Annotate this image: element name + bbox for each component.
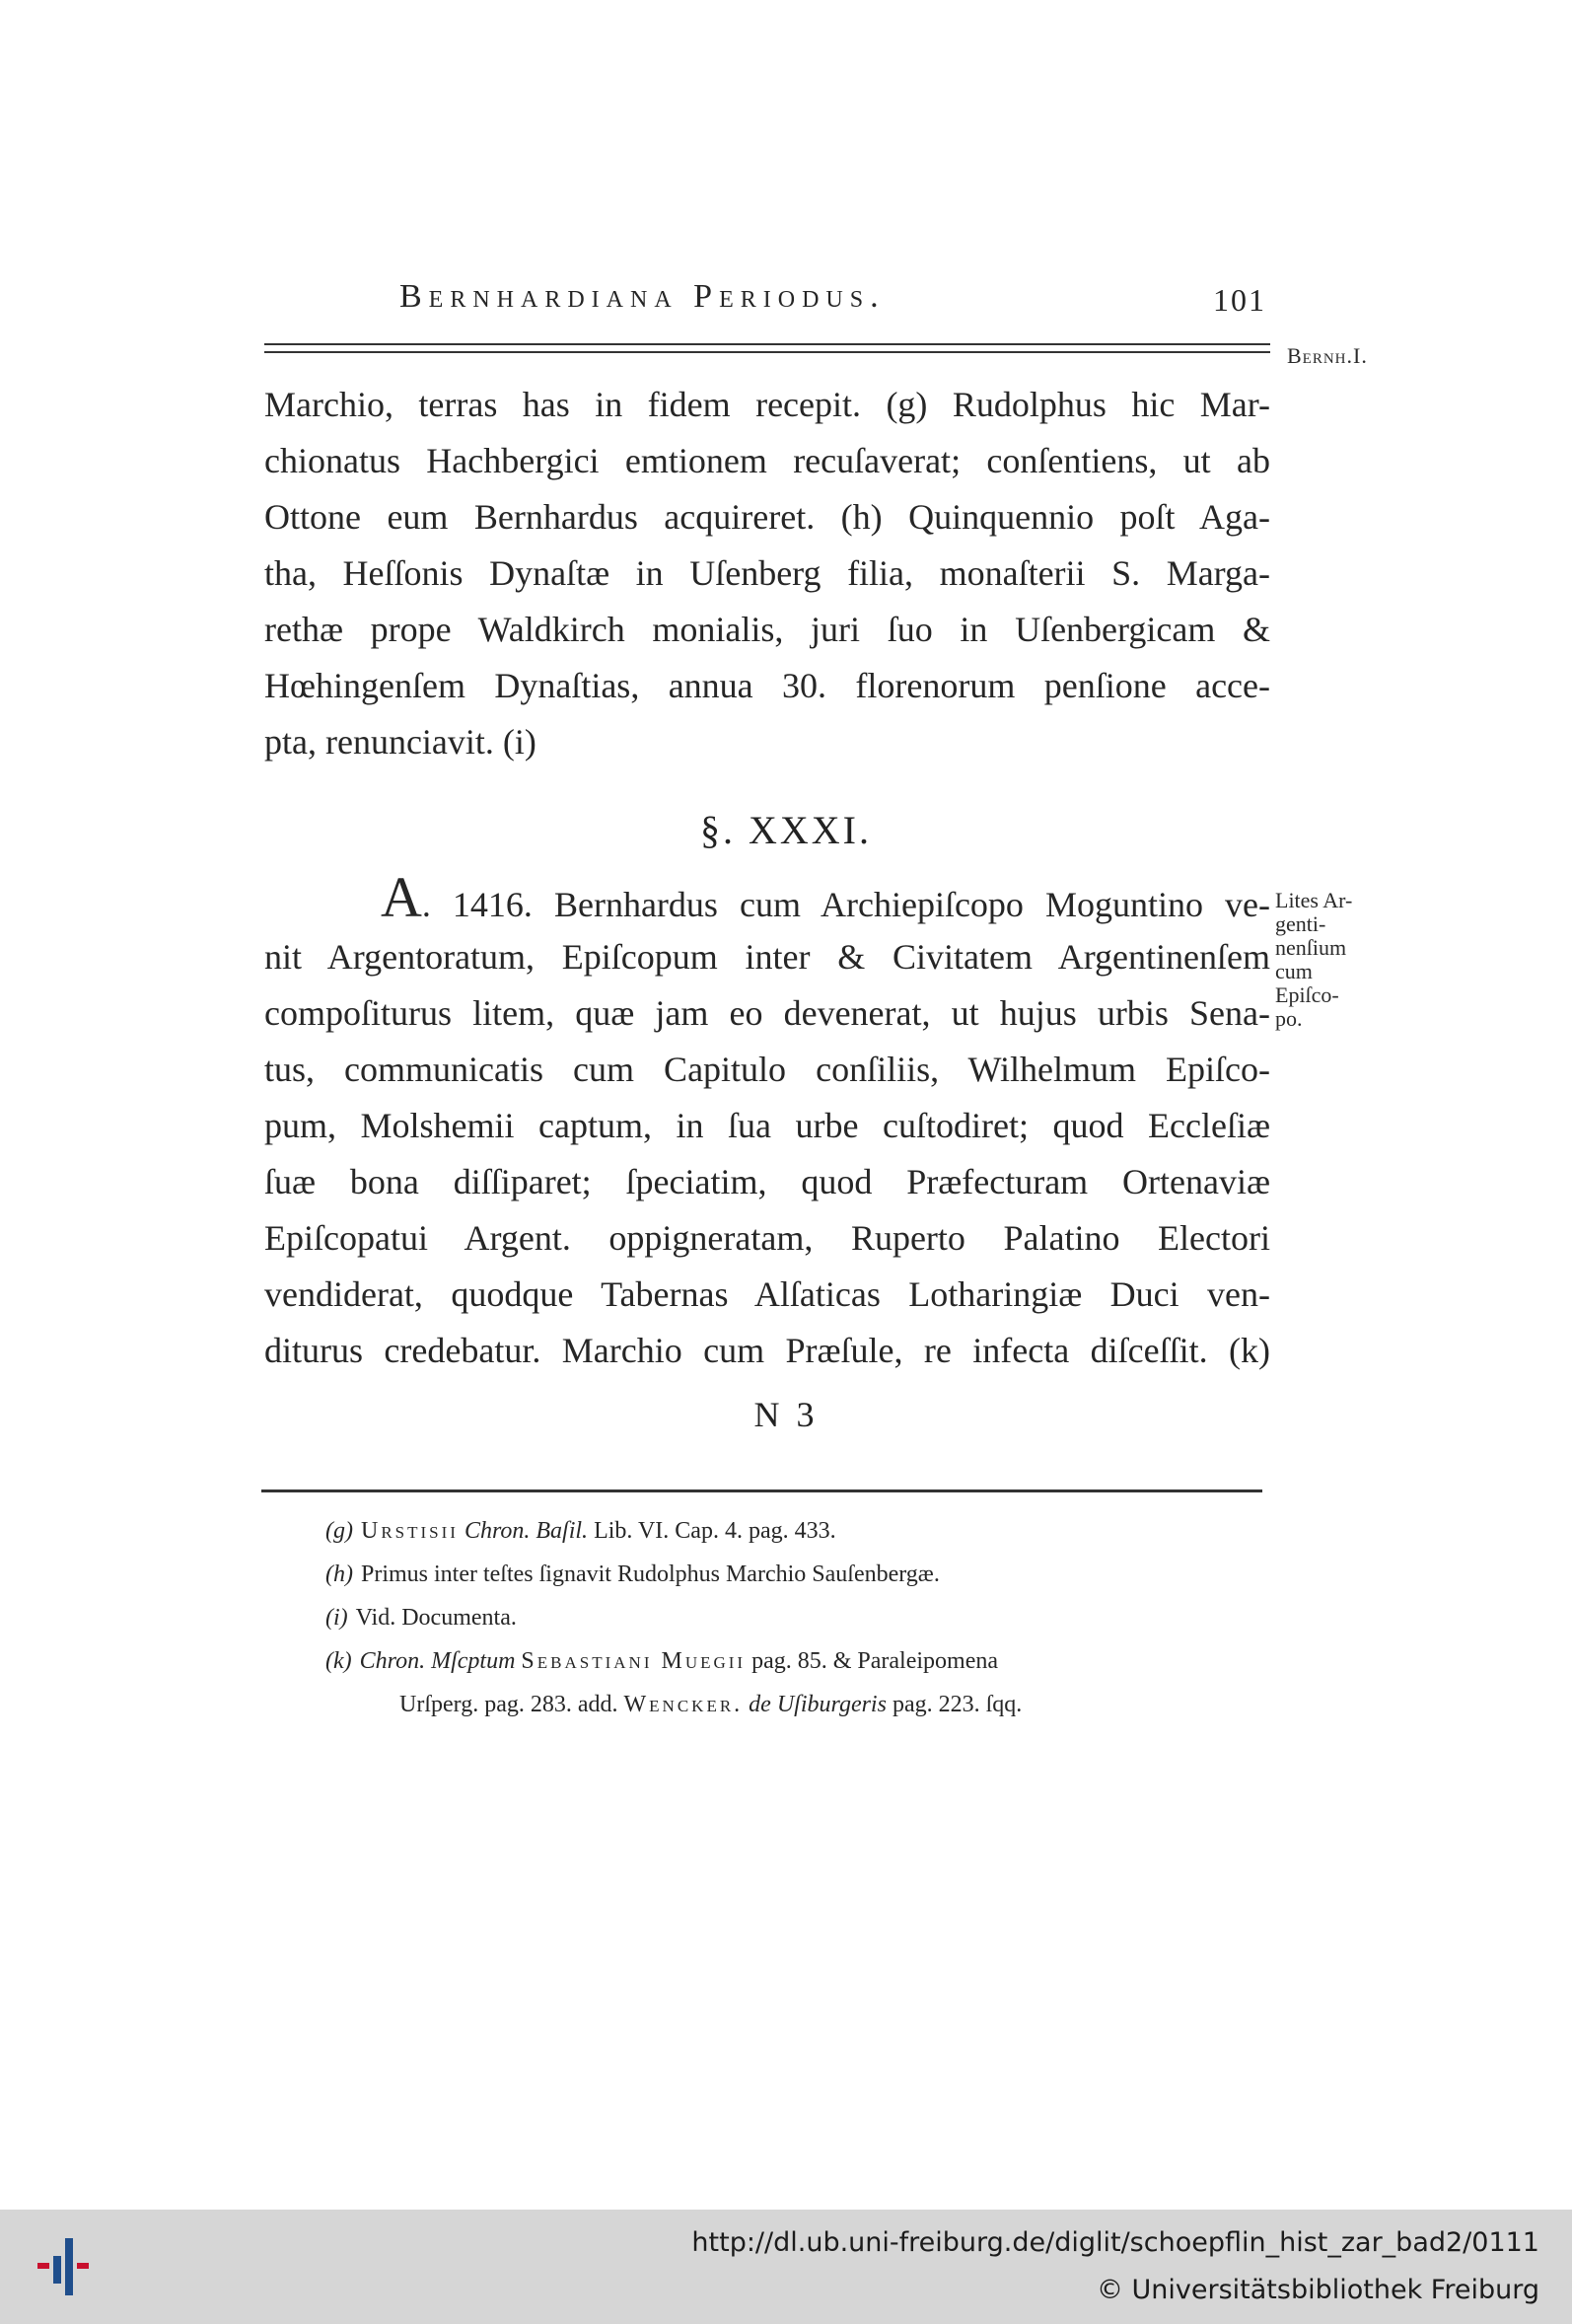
text-line: compoſiturus litem, quæ jam eo devenerat, ut hujus urbis Sena- — [264, 993, 1270, 1033]
text-line: Marchio, terras has in fidem recepit. (g) Rudolphus hic Mar- — [264, 385, 1270, 424]
text-line-first-rest: . 1416. Bernhardus cum Archiepiſcopo Moguntino ve- — [421, 885, 1270, 924]
footnote-line — [325, 1553, 1272, 1596]
header-rule — [264, 343, 1270, 353]
footnote-text: Urstisii — [360, 1518, 459, 1544]
text-line: chionatus Hachbergici emtionem recuſaverat; conſentiens, ut ab — [264, 441, 1270, 480]
margin-note-bernh: Bernh.I. — [1287, 343, 1368, 368]
footnote-rule — [261, 1489, 1262, 1492]
paragraph-2 — [264, 865, 1270, 1379]
signature-mark: N 3 — [753, 1395, 819, 1434]
drop-cap: A — [381, 865, 422, 929]
footnote-text: Chron. Mſcptum — [359, 1648, 516, 1674]
footnote-line — [325, 1639, 1272, 1683]
margin-note-lites — [1275, 890, 1384, 1032]
footer-bar — [0, 2210, 1572, 2324]
text-line-first — [264, 865, 1270, 929]
margin-note-line: nenſium — [1275, 935, 1347, 960]
section-heading: §. XXXI. — [700, 808, 872, 852]
footnote-mark: (g) — [325, 1518, 353, 1544]
footnote-text: Wencker. — [623, 1692, 744, 1717]
margin-note-line: Epiſco- — [1275, 982, 1339, 1007]
ub-freiburg-logo — [37, 2236, 99, 2297]
footnote-line — [325, 1509, 1272, 1553]
text-line: Ottone eum Bernhardus acquireret. (h) Quinquennio poſt Aga- — [264, 497, 1270, 537]
margin-note-line: cum — [1275, 959, 1313, 983]
footnote-text: Lib. VI. Cap. 4. pag. 433. — [588, 1518, 836, 1544]
footnote-mark: (i) — [325, 1605, 348, 1631]
footnote-text: de Uſiburgeris — [749, 1692, 887, 1717]
footnote-text: Sebastiani Muegii — [521, 1648, 747, 1674]
footnotes — [325, 1509, 1272, 1726]
permalink-url[interactable]: http://dl.ub.uni-freiburg.de/diglit/schoepflin_hist_zar_bad2/0111 — [691, 2227, 1539, 2258]
margin-note-line: Lites Ar- — [1275, 888, 1353, 912]
page-number: 101 — [1213, 282, 1266, 318]
footnote-text: Primus inter teſtes ſignavit Rudolphus Marchio Sauſenbergæ. — [360, 1561, 940, 1587]
text-line: pum, Molshemii captum, in ſua urbe cuſtodiret; quod Eccleſiæ — [264, 1106, 1270, 1145]
footnote-text: Urſperg. pag. 283. add. — [399, 1692, 624, 1717]
footnote-text: Chron. Baſil. — [464, 1518, 589, 1544]
footnote-text: Vid. Documenta. — [355, 1605, 517, 1631]
text-line: pta, renunciavit. (i) — [264, 722, 536, 762]
text-line: Epiſcopatui Argent. oppigneratam, Ruperto Palatino Electori — [264, 1218, 1270, 1258]
margin-note-line: genti- — [1275, 911, 1326, 936]
footnote-text: pag. 223. ſqq. — [886, 1692, 1023, 1717]
footnote-text: pag. 85. & Paraleipomena — [746, 1648, 999, 1674]
text-line: vendiderat, quodque Tabernas Alſaticas Lotharingiæ Duci ven- — [264, 1274, 1270, 1314]
text-line: diturus credebatur. Marchio cum Præſule, re infecta diſceſſit. (k) — [264, 1331, 1270, 1370]
text-line: ſuæ bona diſſiparet; ſpeciatim, quod Præfecturam Ortenaviæ — [264, 1162, 1270, 1201]
margin-note-line: po. — [1275, 1006, 1303, 1031]
footnote-mark: (k) — [325, 1648, 352, 1674]
running-title: Bernhardiana Periodus. — [399, 278, 886, 315]
footnote-line — [325, 1596, 1272, 1639]
copyright-notice: © Universitätsbibliothek Freiburg — [1096, 2275, 1539, 2305]
text-line: nit Argentoratum, Epiſcopum inter & Civitatem Argentinenſem — [264, 937, 1270, 977]
text-line: rethæ prope Waldkirch monialis, juri ſuo in Uſenbergicam & — [264, 610, 1270, 649]
paragraph-1 — [264, 377, 1270, 770]
text-line: Hœhingenſem Dynaſtias, annua 30. florenorum penſione acce- — [264, 666, 1270, 705]
footnote-mark: (h) — [325, 1561, 353, 1587]
text-line: tus, communicatis cum Capitulo conſiliis, Wilhelmum Epiſco- — [264, 1050, 1270, 1089]
text-line: tha, Heſſonis Dynaſtæ in Uſenberg filia, monaſterii S. Marga- — [264, 553, 1270, 593]
footnote-line — [325, 1683, 1272, 1726]
